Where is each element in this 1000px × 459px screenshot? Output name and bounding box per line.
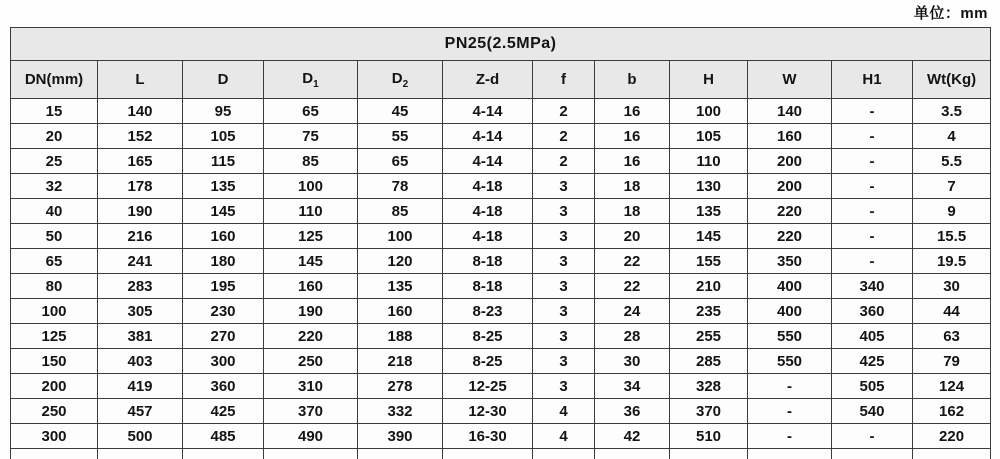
table-cell: 135 bbox=[183, 174, 264, 199]
table-cell: 50 bbox=[11, 224, 98, 249]
table-cell: 3.5 bbox=[913, 99, 991, 124]
column-header: L bbox=[98, 61, 183, 99]
table-cell: 7 bbox=[913, 174, 991, 199]
table-cell: 140 bbox=[748, 99, 832, 124]
table-cell: 255 bbox=[670, 324, 748, 349]
table-cell: 270 bbox=[183, 324, 264, 349]
table-cell: 405 bbox=[832, 324, 913, 349]
table-cell: 95 bbox=[183, 99, 264, 124]
table-cell: - bbox=[748, 374, 832, 399]
table-cell: 36 bbox=[595, 399, 670, 424]
table-cell: 25 bbox=[11, 149, 98, 174]
table-cell: 457 bbox=[98, 399, 183, 424]
table-cell: - bbox=[832, 424, 913, 449]
table-cell: - bbox=[832, 174, 913, 199]
column-header-subscript: 1 bbox=[313, 78, 319, 90]
table-cell: 125 bbox=[264, 224, 358, 249]
table-cell bbox=[533, 449, 595, 459]
table-cell: 4 bbox=[533, 399, 595, 424]
table-cell bbox=[670, 449, 748, 459]
table-cell: 305 bbox=[98, 299, 183, 324]
table-cell: 145 bbox=[183, 199, 264, 224]
table-cell: 350 bbox=[748, 249, 832, 274]
table-cell: 220 bbox=[748, 199, 832, 224]
table-cell: 490 bbox=[264, 424, 358, 449]
table-cell: 3 bbox=[533, 224, 595, 249]
table-cell: 100 bbox=[11, 299, 98, 324]
table-cell: 85 bbox=[358, 199, 443, 224]
table-cell: 8-25 bbox=[443, 349, 533, 374]
table-cell bbox=[358, 449, 443, 459]
table-cell: 120 bbox=[358, 249, 443, 274]
table-cell: 24 bbox=[595, 299, 670, 324]
table-cell bbox=[913, 449, 991, 459]
table-cell: 65 bbox=[358, 149, 443, 174]
table-cell: - bbox=[748, 399, 832, 424]
table-cell: 30 bbox=[595, 349, 670, 374]
table-cell bbox=[832, 449, 913, 459]
column-header-subscript: 2 bbox=[402, 78, 409, 90]
table-cell: 34 bbox=[595, 374, 670, 399]
table-cell: 75 bbox=[264, 124, 358, 149]
table-cell: 100 bbox=[358, 224, 443, 249]
table-cell: - bbox=[832, 99, 913, 124]
table-cell: 135 bbox=[358, 274, 443, 299]
table-cell: 220 bbox=[748, 224, 832, 249]
table-cell: 216 bbox=[98, 224, 183, 249]
table-row bbox=[11, 299, 991, 324]
table-cell: 3 bbox=[533, 274, 595, 299]
table-cell: 100 bbox=[670, 99, 748, 124]
table-cell: 65 bbox=[264, 99, 358, 124]
column-header: $D_2$ bbox=[358, 61, 443, 99]
table-cell: 85 bbox=[264, 149, 358, 174]
table-cell: 16 bbox=[595, 124, 670, 149]
table-cell: 16 bbox=[595, 99, 670, 124]
table-cell: 110 bbox=[264, 199, 358, 224]
table-cell: 105 bbox=[183, 124, 264, 149]
table-cell: 160 bbox=[358, 299, 443, 324]
table-cell: 110 bbox=[670, 149, 748, 174]
table-cell: 3 bbox=[533, 249, 595, 274]
table-cell: 230 bbox=[183, 299, 264, 324]
table-cell: 403 bbox=[98, 349, 183, 374]
table-cell: 28 bbox=[595, 324, 670, 349]
table-cell: 2 bbox=[533, 124, 595, 149]
column-header: Wt(Kg) bbox=[913, 61, 991, 99]
column-header: D bbox=[183, 61, 264, 99]
table-cell: 510 bbox=[670, 424, 748, 449]
table-title: PN25(2.5MPa) bbox=[11, 28, 991, 61]
table-cell: 4-18 bbox=[443, 224, 533, 249]
table-cell bbox=[748, 449, 832, 459]
table-cell: 20 bbox=[11, 124, 98, 149]
table-cell: 135 bbox=[670, 199, 748, 224]
table-cell: 145 bbox=[264, 249, 358, 274]
table-cell: 105 bbox=[670, 124, 748, 149]
table-cell: 310 bbox=[264, 374, 358, 399]
table-cell: 152 bbox=[98, 124, 183, 149]
table-cell: 210 bbox=[670, 274, 748, 299]
table-row bbox=[11, 324, 991, 349]
table-cell bbox=[264, 449, 358, 459]
table-cell: 18 bbox=[595, 199, 670, 224]
table-row bbox=[11, 349, 991, 374]
table-cell: 400 bbox=[748, 274, 832, 299]
table-cell: 220 bbox=[264, 324, 358, 349]
table-cell: 3 bbox=[533, 349, 595, 374]
dimension-spec-table bbox=[10, 27, 991, 459]
table-cell: 550 bbox=[748, 324, 832, 349]
table-cell: - bbox=[832, 199, 913, 224]
table-row bbox=[11, 374, 991, 399]
table-cell: 485 bbox=[183, 424, 264, 449]
table-cell: 190 bbox=[264, 299, 358, 324]
table-cell bbox=[443, 449, 533, 459]
table-cell: 3 bbox=[533, 299, 595, 324]
table-cell: 188 bbox=[358, 324, 443, 349]
table-cell bbox=[183, 449, 264, 459]
table-cell: - bbox=[832, 249, 913, 274]
table-cell: 220 bbox=[913, 424, 991, 449]
table-cell bbox=[98, 449, 183, 459]
table-cell: 100 bbox=[264, 174, 358, 199]
table-cell: 45 bbox=[358, 99, 443, 124]
table-cell: 79 bbox=[913, 349, 991, 374]
table-cell: 360 bbox=[832, 299, 913, 324]
column-header: Z-d bbox=[443, 61, 533, 99]
table-row bbox=[11, 99, 991, 124]
table-cell: 195 bbox=[183, 274, 264, 299]
table-cell: 115 bbox=[183, 149, 264, 174]
table-cell: 400 bbox=[748, 299, 832, 324]
table-cell: 20 bbox=[595, 224, 670, 249]
column-header: f bbox=[533, 61, 595, 99]
table-cell: 22 bbox=[595, 249, 670, 274]
table-cell: 63 bbox=[913, 324, 991, 349]
column-header: b bbox=[595, 61, 670, 99]
column-header: H1 bbox=[832, 61, 913, 99]
table-cell: 16 bbox=[595, 149, 670, 174]
table-cell bbox=[11, 449, 98, 459]
table-cell: 12-30 bbox=[443, 399, 533, 424]
table-cell: 130 bbox=[670, 174, 748, 199]
table-cell: 19.5 bbox=[913, 249, 991, 274]
table-cell: 80 bbox=[11, 274, 98, 299]
table-cell: 44 bbox=[913, 299, 991, 324]
table-title-row bbox=[11, 28, 991, 61]
table-cell: 505 bbox=[832, 374, 913, 399]
table-cell: 190 bbox=[98, 199, 183, 224]
table-row bbox=[11, 199, 991, 224]
table-cell: 200 bbox=[11, 374, 98, 399]
table-row bbox=[11, 274, 991, 299]
table-cell: 30 bbox=[913, 274, 991, 299]
table-cell: 285 bbox=[670, 349, 748, 374]
table-cell: 15 bbox=[11, 99, 98, 124]
table-cell: 9 bbox=[913, 199, 991, 224]
table-cell: 218 bbox=[358, 349, 443, 374]
unit-label: 单位：mm bbox=[913, 5, 988, 22]
table-cell: 40 bbox=[11, 199, 98, 224]
table-body bbox=[11, 99, 991, 459]
table-cell: 3 bbox=[533, 174, 595, 199]
table-row bbox=[11, 399, 991, 424]
column-header: H bbox=[670, 61, 748, 99]
table-cell: 3 bbox=[533, 374, 595, 399]
table-cell: 4-14 bbox=[443, 149, 533, 174]
table-row-partial bbox=[11, 449, 991, 459]
table-cell: 360 bbox=[183, 374, 264, 399]
table-cell: 340 bbox=[832, 274, 913, 299]
table-cell: - bbox=[832, 224, 913, 249]
table-cell: 12-25 bbox=[443, 374, 533, 399]
table-cell: 32 bbox=[11, 174, 98, 199]
table-cell: 178 bbox=[98, 174, 183, 199]
table-cell: 160 bbox=[264, 274, 358, 299]
table-cell: - bbox=[832, 124, 913, 149]
table-cell: 300 bbox=[11, 424, 98, 449]
table-cell: 55 bbox=[358, 124, 443, 149]
table-cell: 241 bbox=[98, 249, 183, 274]
table-cell: 8-23 bbox=[443, 299, 533, 324]
table-cell: 425 bbox=[183, 399, 264, 424]
table-cell: 278 bbox=[358, 374, 443, 399]
table-cell: 235 bbox=[670, 299, 748, 324]
table-row bbox=[11, 124, 991, 149]
table-cell: 250 bbox=[264, 349, 358, 374]
table-cell: 328 bbox=[670, 374, 748, 399]
table-cell: 150 bbox=[11, 349, 98, 374]
table-cell: 425 bbox=[832, 349, 913, 374]
table-cell: 5.5 bbox=[913, 149, 991, 174]
table-cell: 8-25 bbox=[443, 324, 533, 349]
table-cell: - bbox=[832, 149, 913, 174]
table-header-row bbox=[11, 61, 991, 99]
table-cell: - bbox=[748, 424, 832, 449]
table-cell: 500 bbox=[98, 424, 183, 449]
table-row bbox=[11, 149, 991, 174]
table-cell: 370 bbox=[264, 399, 358, 424]
table-row bbox=[11, 224, 991, 249]
table-row bbox=[11, 174, 991, 199]
table-cell: 4-18 bbox=[443, 174, 533, 199]
column-header: $D_1$ bbox=[264, 61, 358, 99]
table-cell: 419 bbox=[98, 374, 183, 399]
table-cell: 2 bbox=[533, 149, 595, 174]
column-header: W bbox=[748, 61, 832, 99]
table-cell: 155 bbox=[670, 249, 748, 274]
table-cell: 165 bbox=[98, 149, 183, 174]
table-cell: 42 bbox=[595, 424, 670, 449]
table-row bbox=[11, 249, 991, 274]
table-cell: 22 bbox=[595, 274, 670, 299]
column-header: DN(mm) bbox=[11, 61, 98, 99]
table-cell: 200 bbox=[748, 149, 832, 174]
table-cell bbox=[595, 449, 670, 459]
table-cell: 4-14 bbox=[443, 99, 533, 124]
table-cell: 200 bbox=[748, 174, 832, 199]
table-cell: 140 bbox=[98, 99, 183, 124]
table-cell: 550 bbox=[748, 349, 832, 374]
table-cell: 124 bbox=[913, 374, 991, 399]
table-cell: 18 bbox=[595, 174, 670, 199]
table-cell: 180 bbox=[183, 249, 264, 274]
table-cell: 8-18 bbox=[443, 249, 533, 274]
table-cell: 162 bbox=[913, 399, 991, 424]
table-cell: 283 bbox=[98, 274, 183, 299]
table-cell: 4 bbox=[533, 424, 595, 449]
table-cell: 125 bbox=[11, 324, 98, 349]
table-row bbox=[11, 424, 991, 449]
table-cell: 78 bbox=[358, 174, 443, 199]
table-cell: 160 bbox=[748, 124, 832, 149]
table-cell: 15.5 bbox=[913, 224, 991, 249]
table-cell: 145 bbox=[670, 224, 748, 249]
table-cell: 381 bbox=[98, 324, 183, 349]
table-cell: 16-30 bbox=[443, 424, 533, 449]
table-cell: 4 bbox=[913, 124, 991, 149]
table-cell: 3 bbox=[533, 199, 595, 224]
table-cell: 3 bbox=[533, 324, 595, 349]
table-cell: 4-18 bbox=[443, 199, 533, 224]
table-cell: 370 bbox=[670, 399, 748, 424]
table-cell: 300 bbox=[183, 349, 264, 374]
table-cell: 160 bbox=[183, 224, 264, 249]
table-cell: 390 bbox=[358, 424, 443, 449]
table-cell: 2 bbox=[533, 99, 595, 124]
table-cell: 332 bbox=[358, 399, 443, 424]
table-cell: 250 bbox=[11, 399, 98, 424]
table-cell: 8-18 bbox=[443, 274, 533, 299]
table-cell: 65 bbox=[11, 249, 98, 274]
table-cell: 540 bbox=[832, 399, 913, 424]
table-cell: 4-14 bbox=[443, 124, 533, 149]
